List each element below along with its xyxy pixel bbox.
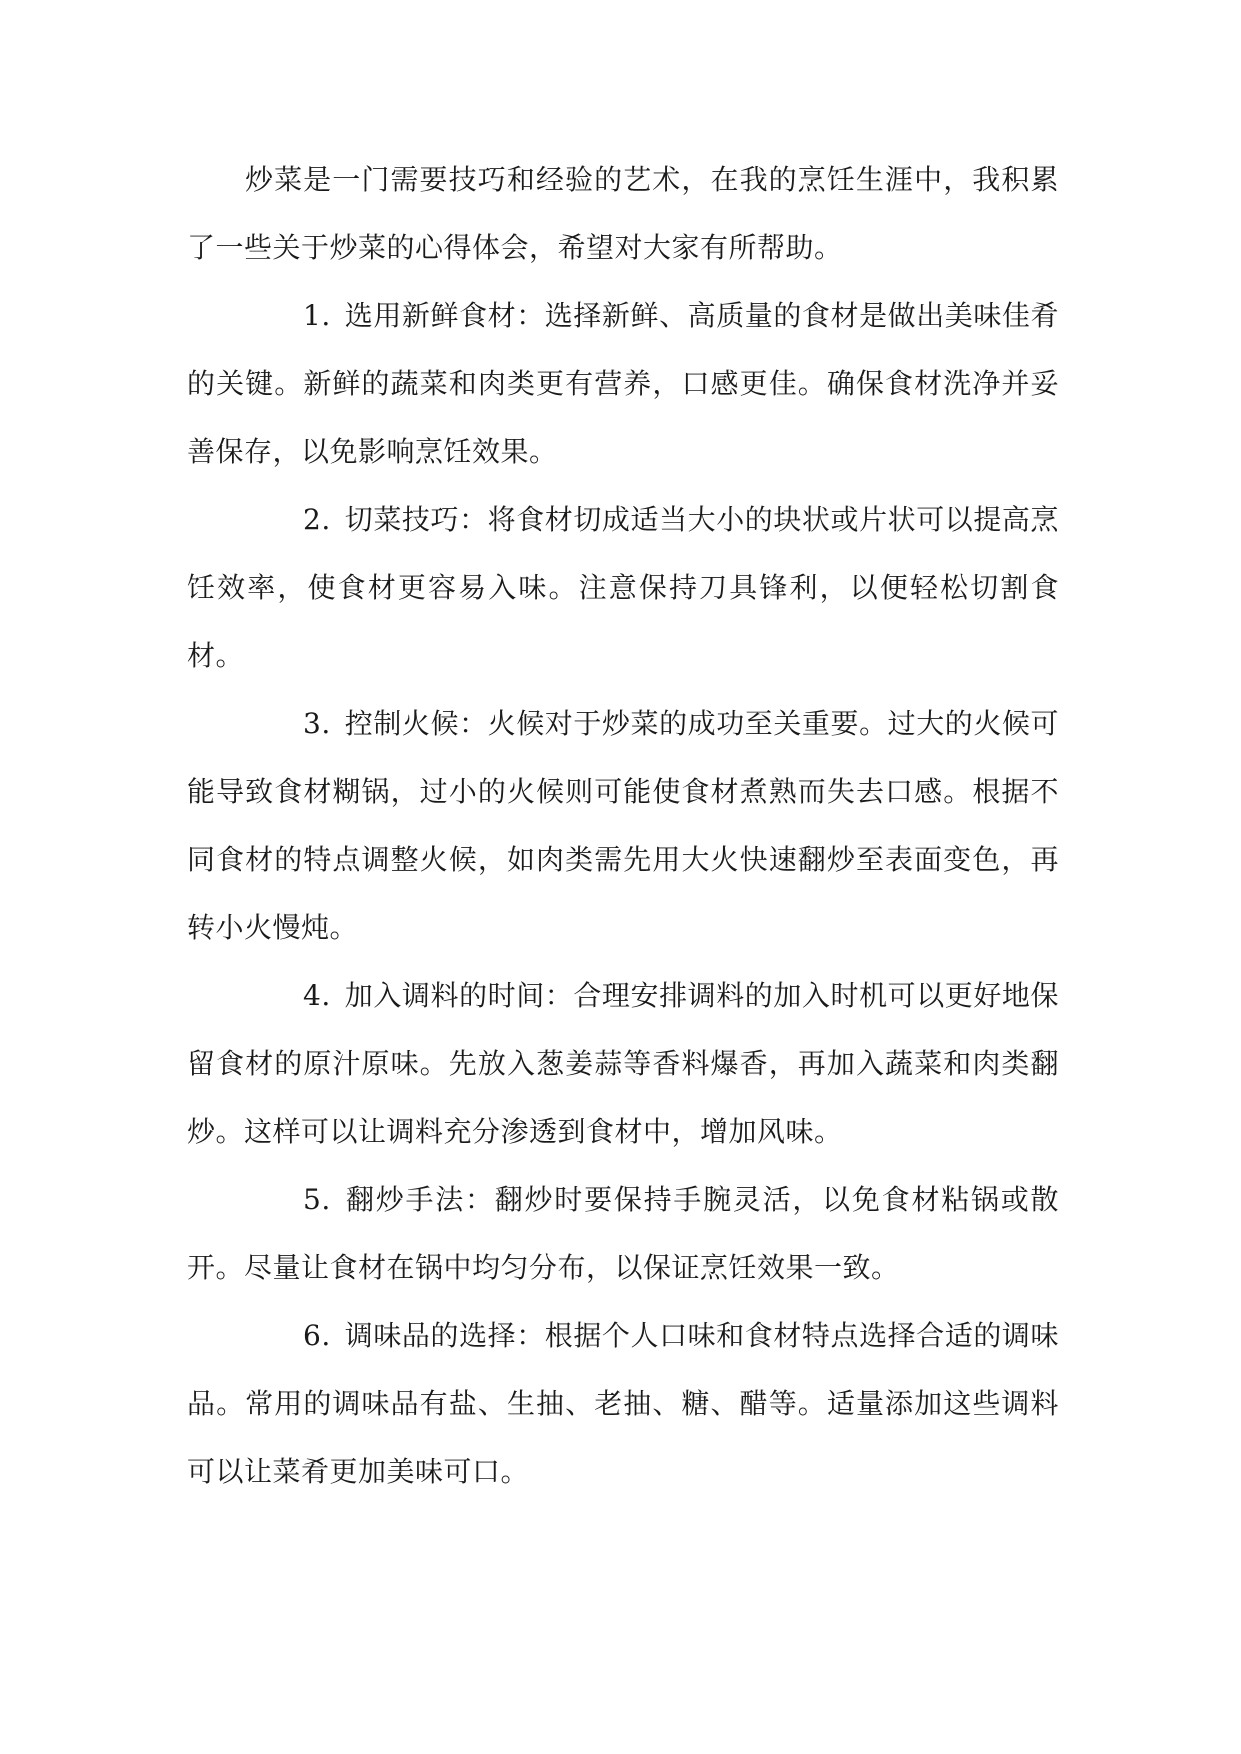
tip-paragraph-4 [187,962,1059,1166]
tip-number: 3. [303,707,331,740]
tip-number: 1. [303,299,331,332]
tip-number: 6. [303,1319,331,1352]
tip-text: 选用新鲜食材：选择新鲜、高质量的食材是做出美味佳肴的关键。新鲜的蔬菜和肉类更有营养，口感更佳。确保食材洗净并妥善保存，以免影响烹饪效果。 [187,299,1059,468]
tip-paragraph-2 [187,486,1059,690]
tip-number: 4. [303,979,331,1012]
intro-paragraph: 炒菜是一门需要技巧和经验的艺术，在我的烹饪生涯中，我积累了一些关于炒菜的心得体会，希望对大家有所帮助。 [187,163,1059,264]
tip-paragraph-6 [187,1302,1059,1506]
document-body [187,146,1059,1506]
tip-paragraph-5 [187,1166,1059,1302]
tip-text: 加入调料的时间：合理安排调料的加入时机可以更好地保留食材的原汁原味。先放入葱姜蒜等香料爆香，再加入蔬菜和肉类翻炒。这样可以让调料充分渗透到食材中，增加风味。 [187,979,1059,1148]
tip-text: 翻炒手法：翻炒时要保持手腕灵活，以免食材粘锅或散开。尽量让食材在锅中均匀分布，以保证烹饪效果一致。 [187,1183,1059,1284]
tip-text: 调味品的选择：根据个人口味和食材特点选择合适的调味品。常用的调味品有盐、生抽、老抽、糖、醋等。适量添加这些调料可以让菜肴更加美味可口。 [187,1319,1059,1488]
tip-number: 2. [303,503,331,536]
tip-text: 控制火候：火候对于炒菜的成功至关重要。过大的火候可能导致食材糊锅，过小的火候则可能使食材煮熟而失去口感。根据不同食材的特点调整火候，如肉类需先用大火快速翻炒至表面变色，再转小火慢炖。 [187,707,1059,944]
tip-paragraph-3 [187,690,1059,962]
tip-paragraph-1 [187,282,1059,486]
tip-number: 5. [303,1183,331,1216]
tip-text: 切菜技巧：将食材切成适当大小的块状或片状可以提高烹饪效率，使食材更容易入味。注意保持刀具锋利，以便轻松切割食材。 [187,503,1059,672]
